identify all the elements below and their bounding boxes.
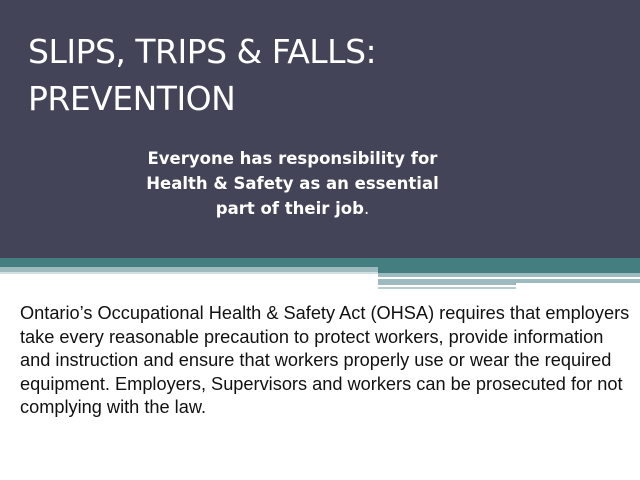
slide-title bbox=[28, 28, 608, 122]
white-stripe-right-2 bbox=[516, 283, 640, 285]
title-line-2: PREVENTION bbox=[28, 79, 236, 118]
subtitle-line-3: part of their job bbox=[215, 199, 364, 218]
light-stripe-left-thin bbox=[0, 272, 378, 274]
teal-stripe-full bbox=[0, 258, 640, 267]
subtitle-line-1: Everyone has responsibility for bbox=[147, 149, 438, 168]
body-paragraph: Ontario’s Occupational Health & Safety Act (OHSA) requires that employers take every reasonable precaution to protect workers, provide information and instruction and ensure that workers properly use or wear the required equipment. Employers, Supervisors and workers can be prosecuted for not complying with the law. bbox=[20, 303, 630, 417]
title-line-1: SLIPS, TRIPS & FALLS: bbox=[28, 32, 377, 71]
light-stripe-right-3 bbox=[378, 283, 516, 285]
subtitle-period: . bbox=[363, 199, 370, 218]
light-stripe-right-4 bbox=[378, 287, 516, 289]
subtitle-line-2: Health & Safety as an essential bbox=[146, 174, 439, 193]
slide-subtitle bbox=[120, 146, 465, 221]
